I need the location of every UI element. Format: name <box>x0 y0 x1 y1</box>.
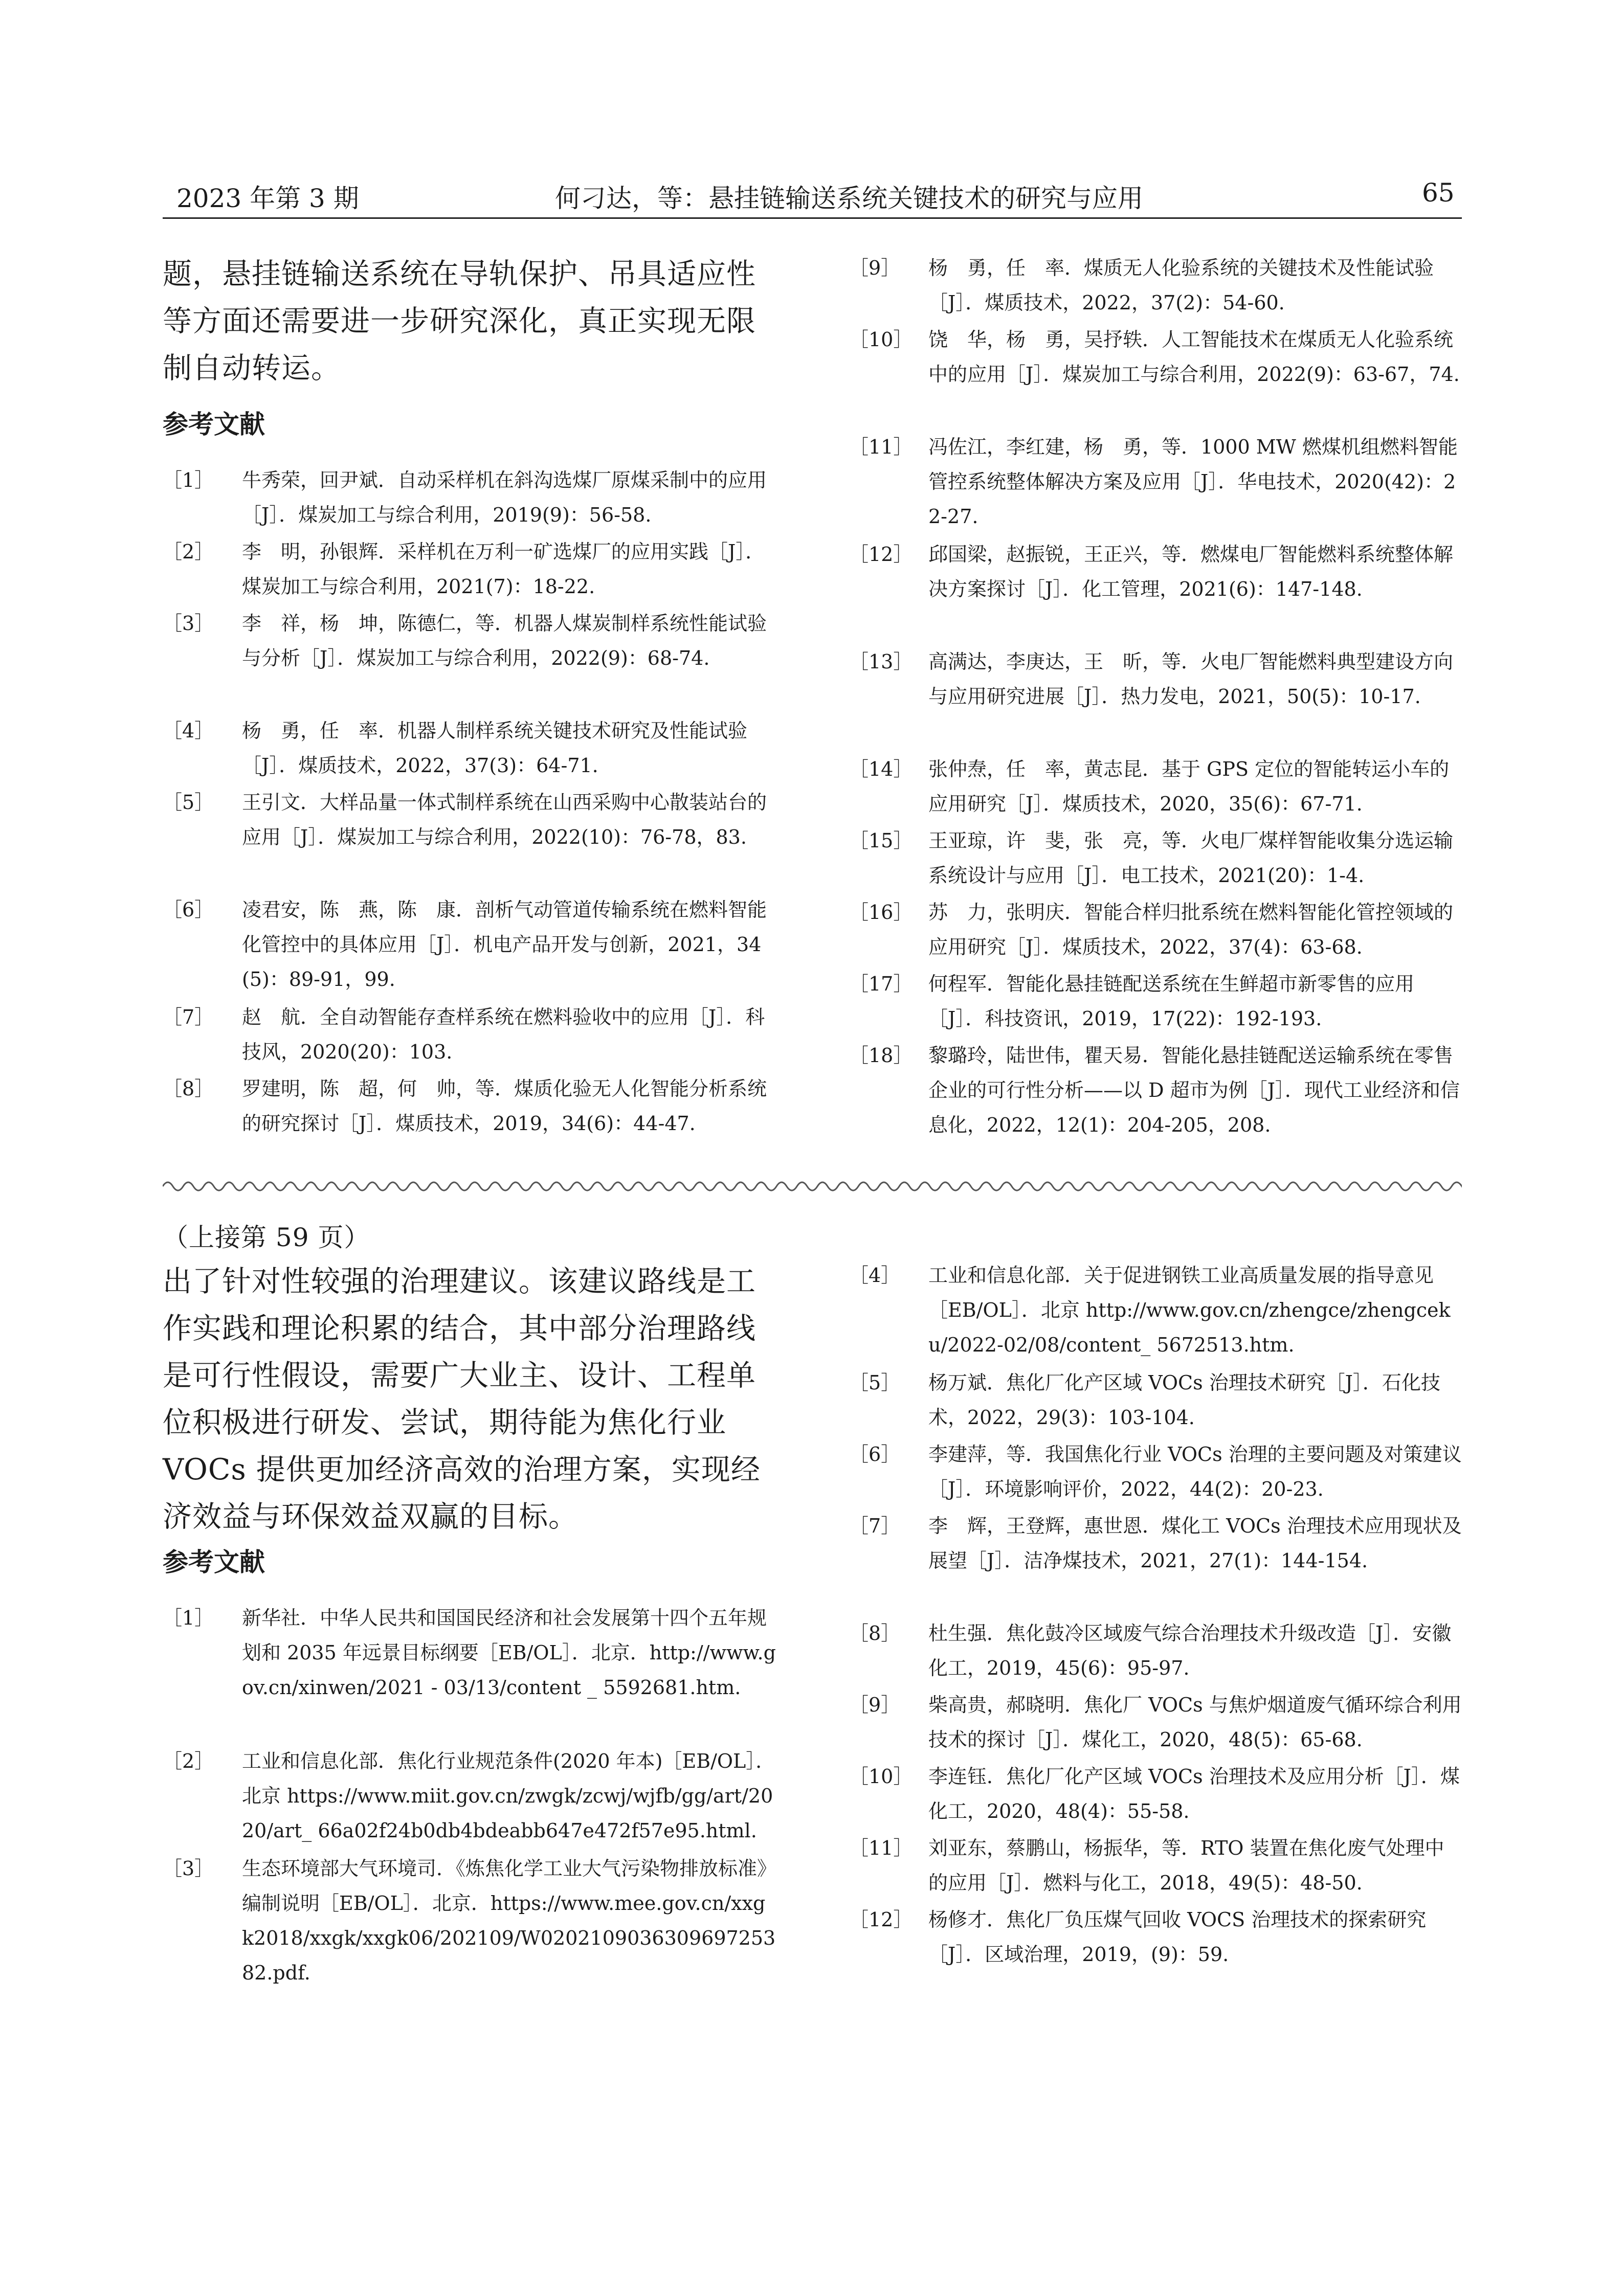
reference-number: ［11］ <box>849 436 913 458</box>
reference-text: 冯佐江，李红建，杨 勇，等．1000 MW 燃煤机组燃料智能管控系统整体解决方案及应用［J］．华电技术，2020(42)：22-27. <box>928 436 1458 528</box>
reference-number: ［4］ <box>849 1264 901 1287</box>
reference-text: 凌君安，陈 燕，陈 康．剖析气动管道传输系统在燃料智能化管控中的具体应用［J］．机电产品开发与创新，2021，34(5)：89-91，99. <box>242 898 767 991</box>
reference-number: ［1］ <box>163 469 214 491</box>
reference-number: ［16］ <box>849 901 913 924</box>
reference-text: 王亚琼，许 斐，张 亮，等．火电厂煤样智能收集分选运输系统设计与应用［J］．电工技术，2021(20)：1-4. <box>928 829 1454 887</box>
reference-number: ［10］ <box>849 1765 913 1788</box>
reference-item <box>849 1687 1463 1757</box>
reference-item <box>849 1759 1463 1829</box>
reference-text: 赵 航．全自动智能存查样系统在燃料验收中的应用［J］．科技风，2020(20)：103. <box>242 1006 765 1063</box>
reference-item <box>163 534 776 604</box>
reference-number: ［2］ <box>163 1750 214 1772</box>
reference-number: ［8］ <box>849 1622 901 1645</box>
reference-text: 黎璐玲，陆世伟，瞿天易．智能化悬挂链配送运输系统在零售企业的可行性分析——以 D 超市为例［J］．现代工业经济和信息化，2022，12(1)：204-205，208. <box>928 1044 1460 1136</box>
reference-number: ［1］ <box>163 1607 214 1629</box>
reference-item <box>849 823 1463 893</box>
reference-number: ［4］ <box>163 719 214 742</box>
reference-number: ［5］ <box>849 1371 901 1394</box>
reference-item <box>849 1258 1463 1362</box>
reference-text: 罗建明，陈 超，何 帅，等．煤质化验无人化智能分析系统的研究探讨［J］．煤质技术，2019，34(6)：44-47. <box>242 1077 767 1135</box>
page-number: 65 <box>1422 178 1455 208</box>
reference-text: 王引文．大样品量一体式制样系统在山西采购中心散装站台的应用［J］．煤炭加工与综合利用，2022(10)：76-78，83. <box>242 791 767 848</box>
reference-text: 李 辉，王登辉，惠世恩．煤化工 VOCs 治理技术应用现状及展望［J］．洁净煤技术，2021，27(1)：144-154. <box>928 1515 1462 1572</box>
decorative-separator <box>163 1176 1462 1197</box>
reference-item <box>163 892 776 997</box>
reference-item <box>849 537 1463 606</box>
reference-item <box>163 1601 776 1705</box>
reference-number: ［13］ <box>849 650 913 673</box>
reference-item <box>849 644 1463 714</box>
references-heading: 参考文献 <box>163 1547 265 1577</box>
reference-text: 杜生强．焦化鼓冷区域废气综合治理技术升级改造［J］．安徽化工，2019，45(6)：95-97. <box>928 1622 1452 1679</box>
header-rule <box>163 217 1462 219</box>
reference-text: 杨 勇，任 率．煤质无人化验系统的关键技术及性能试验［J］．煤质技术，2022，37(2)：54-60. <box>928 257 1434 314</box>
reference-item <box>163 713 776 783</box>
reference-number: ［3］ <box>163 1857 214 1880</box>
reference-item <box>849 322 1463 392</box>
reference-item <box>163 606 776 676</box>
reference-number: ［12］ <box>849 543 913 566</box>
reference-text: 邱国梁，赵振锐，王正兴，等．燃煤电厂智能燃料系统整体解决方案探讨［J］．化工管理，2021(6)：147-148. <box>928 543 1454 600</box>
reference-item <box>849 1616 1463 1685</box>
reference-item <box>849 1365 1463 1435</box>
reference-item <box>849 430 1463 534</box>
reference-item <box>163 785 776 854</box>
reference-text: 李 明，孙银辉．采样机在万利一矿选煤厂的应用实践［J］．煤炭加工与综合利用，2021(7)：18-22. <box>242 541 765 598</box>
reference-text: 李 祥，杨 坤，陈德仁，等．机器人煤炭制样系统性能试验与分析［J］．煤炭加工与综合利用，2022(9)：68-74. <box>242 612 767 669</box>
reference-text: 柴高贵，郝晓明．焦化厂 VOCs 与焦炉烟道废气循环综合利用技术的探讨［J］．煤化工，2020，48(5)：65-68. <box>928 1694 1462 1751</box>
reference-number: ［17］ <box>849 973 913 995</box>
reference-item <box>849 251 1463 320</box>
reference-text: 杨 勇，任 率．机器人制样系统关键技术研究及性能试验［J］．煤质技术，2022，37(3)：64-71. <box>242 719 748 777</box>
reference-text: 苏 力，张明庆．智能合样归批系统在燃料智能化管控领域的应用研究［J］．煤质技术，2022，37(4)：63-68. <box>928 901 1454 958</box>
reference-item <box>849 1437 1463 1506</box>
reference-text: 张仲焘，任 率，黄志昆．基于 GPS 定位的智能转运小车的应用研究［J］．煤质技术，2020，35(6)：67-71. <box>928 758 1450 815</box>
reference-number: ［15］ <box>849 829 913 852</box>
reference-item <box>849 895 1463 964</box>
running-title: 何刁达，等：悬挂链输送系统关键技术的研究与应用 <box>555 184 1143 213</box>
reference-item <box>163 1000 776 1069</box>
reference-text: 牛秀荣，回尹斌．自动采样机在斜沟选煤厂原煤采制中的应用［J］．煤炭加工与综合利用，2019(9)：56-58. <box>242 469 767 526</box>
continued-from-note: （上接第 59 页） <box>163 1223 370 1252</box>
reference-number: ［9］ <box>849 1694 901 1716</box>
reference-number: ［8］ <box>163 1077 214 1100</box>
reference-text: 生态环境部大气环境司．《炼焦化学工业大气污染物排放标准》编制说明［EB/OL］．北京．https://www.mee.gov.cn/xxgk2018/xxgk/xxgk06/202109/W020210903630969725382.pdf. <box>242 1857 777 1984</box>
continuation-paragraph: 题，悬挂链输送系统在导轨保护、吊具适应性等方面还需要进一步研究深化，真正实现无限制自动转运。 <box>163 257 756 385</box>
references-heading: 参考文献 <box>163 410 265 439</box>
reference-text: 工业和信息化部．焦化行业规范条件(2020 年本)［EB/OL］．北京 https://www.miit.gov.cn/zwgk/zcwj/wjfb/gg/art/2020/art_ 66a02f24b0db4bdeabb647e472f57e95.html. <box>242 1750 775 1842</box>
reference-text: 李建萍，等．我国焦化行业 VOCs 治理的主要问题及对策建议［J］．环境影响评价，2022，44(2)：20-23. <box>928 1443 1462 1500</box>
reference-text: 李连钰．焦化厂化产区域 VOCs 治理技术及应用分析［J］．煤化工，2020，48(4)：55-58. <box>928 1765 1460 1822</box>
journal-issue: 2023 年第 3 期 <box>176 184 359 213</box>
reference-item <box>163 1744 776 1848</box>
reference-text: 工业和信息化部．关于促进钢铁工业高质量发展的指导意见［EB/OL］．北京 http://www.gov.cn/zhengce/zhengceku/2022-02/08/content_ 5672513.htm. <box>928 1264 1451 1356</box>
reference-number: ［18］ <box>849 1044 913 1067</box>
reference-number: ［3］ <box>163 612 214 635</box>
reference-number: ［10］ <box>849 328 913 351</box>
reference-item <box>849 1902 1463 1972</box>
reference-text: 刘亚东，蔡鹏山，杨振华，等．RTO 装置在焦化废气处理中的应用［J］．燃料与化工，2018，49(5)：48-50. <box>928 1837 1444 1894</box>
continuation-paragraph: 出了针对性较强的治理建议。该建议路线是工作实践和理论积累的结合，其中部分治理路线是可行性假设，需要广大业主、设计、工程单位积极进行研发、尝试，期待能为焦化行业 VOCs 提供更加经济高效的治理方案，实现经济效益与环保效益双赢的目标。 <box>163 1265 761 1534</box>
reference-number: ［2］ <box>163 541 214 563</box>
reference-item <box>849 752 1463 821</box>
reference-item <box>849 1038 1463 1142</box>
reference-number: ［5］ <box>163 791 214 814</box>
reference-text: 杨万斌．焦化厂化产区域 VOCs 治理技术研究［J］．石化技术，2022，29(3)：103-104. <box>928 1371 1440 1429</box>
reference-text: 杨修才．焦化厂负压煤气回收 VOCS 治理技术的探索研究［J］．区域治理，2019，(9)：59. <box>928 1908 1427 1966</box>
reference-item <box>163 1071 776 1141</box>
reference-item <box>163 1851 776 1990</box>
reference-number: ［12］ <box>849 1908 913 1931</box>
reference-number: ［7］ <box>849 1515 901 1537</box>
reference-text: 何程军．智能化悬挂链配送系统在生鲜超市新零售的应用［J］．科技资讯，2019，17(22)：192-193. <box>928 973 1415 1030</box>
reference-text: 新华社．中华人民共和国国民经济和社会发展第十四个五年规划和 2035 年远景目标纲要［EB/OL］．北京．http://www.gov.cn/xinwen/2021 - 03/13/content _ 5592681.htm. <box>242 1607 776 1699</box>
reference-number: ［7］ <box>163 1006 214 1028</box>
reference-item <box>849 1509 1463 1578</box>
reference-text: 饶 华，杨 勇，吴抒轶．人工智能技术在煤质无人化验系统中的应用［J］．煤炭加工与综合利用，2022(9)：63-67，74. <box>928 328 1460 386</box>
reference-number: ［14］ <box>849 758 913 780</box>
reference-item <box>849 966 1463 1036</box>
reference-text: 高满达，李庚达，王 昕，等．火电厂智能燃料典型建设方向与应用研究进展［J］．热力发电，2021，50(5)：10-17. <box>928 650 1454 708</box>
reference-item <box>849 1831 1463 1900</box>
reference-item <box>163 463 776 532</box>
reference-number: ［11］ <box>849 1837 913 1859</box>
reference-number: ［6］ <box>849 1443 901 1466</box>
reference-number: ［9］ <box>849 257 901 279</box>
reference-number: ［6］ <box>163 898 214 921</box>
